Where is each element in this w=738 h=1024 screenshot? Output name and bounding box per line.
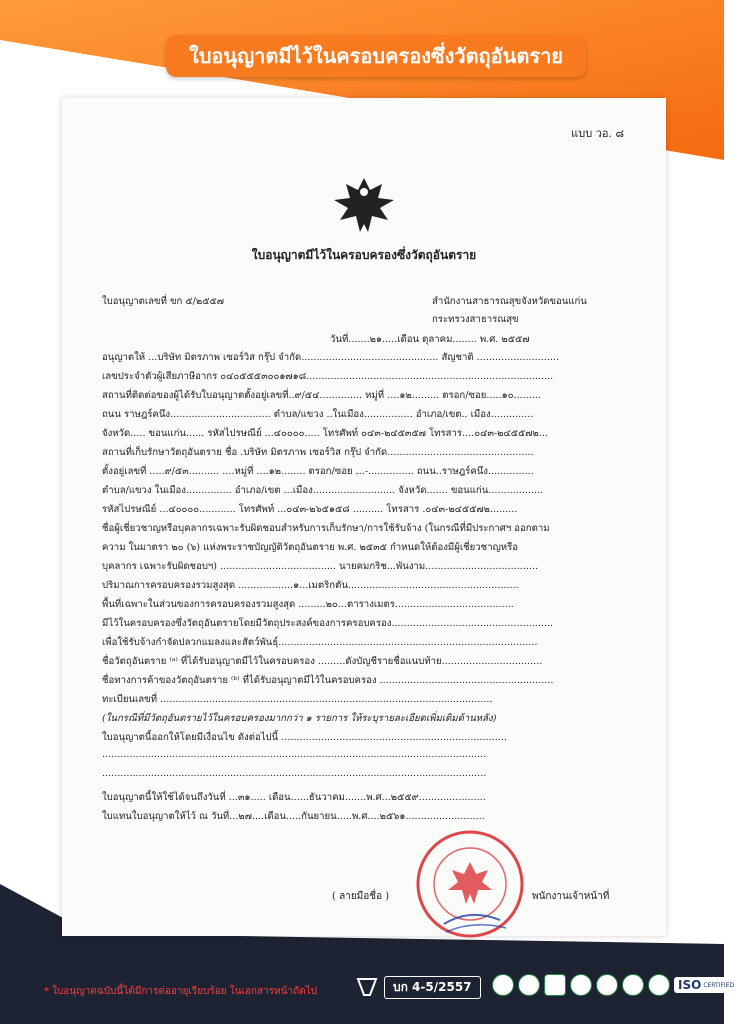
cert-5-icon: [596, 974, 618, 996]
text-line: บุคลากร เฉพาะรับผิดชอบฯ) ...................................... นายคมกริช...พันงาม.....................................: [102, 561, 539, 572]
cert-4-icon: [570, 974, 592, 996]
certification-logos: [492, 974, 738, 996]
text-line: ..............................................................................................................................: [102, 749, 487, 760]
text-line: ใบอนุญาตนี้ออกให้โดยมีเงื่อนไข ดังต่อไปนี้ ..........................................................................: [102, 732, 507, 743]
text-line: ชื่อทางการค้าของวัตถุอันตราย ⁽ᵇ⁾ ที่ได้รับอนุญาตมีไว้ในครอบครอง .........................................................: [102, 675, 554, 686]
text-line: เพื่อใช้รับจ้างกำจัดปลวกแมลงและสัตว์พันธุ์.....................................................................................: [102, 637, 538, 648]
text-line: (ในกรณีที่มีวัตถุอันตรายไว้ในครอบครองมากกว่า ๑ รายการ ให้ระบุรายละเอียดเพิ่มเติมด้านหลัง): [102, 713, 497, 724]
text-line: ใบอนุญาตนี้ให้ใช้ได้จนถึงวันที่ ...๓๑..... เดือน......ธันวาคม.......พ.ศ...๒๕๕๙......................: [102, 792, 486, 803]
page-banner-title: ใบอนุญาตมีไว้ในครอบครองซึ่งวัตถุอันตราย: [166, 35, 586, 77]
signature-label: ( ลายมือชื่อ ): [332, 891, 390, 902]
text-line: ปริมาณการครอบครองรวมสูงสุด ..................๑...เมตริกตัน........................................................: [102, 580, 519, 591]
signature-role: พนักงานเจ้าหน้าที่: [532, 891, 610, 902]
text-line: มีไว้ในครอบครองซึ่งวัตถุอันตรายโดยมีวัตถุประสงค์ของการครอบครอง.....................................................: [102, 618, 554, 629]
text-line: สถานที่ติดต่อของผู้ได้รับใบอนุญาตตั้งอยู่เลขที่..๙/๕๔.............. หมู่ที่ ....๑๒......... ตรอก/ซอย.....๑๐.........: [102, 390, 542, 401]
license-badge-text: บก 4-5/2557: [384, 976, 481, 999]
text-line: สถานที่เก็บรักษาวัตถุอันตราย ชื่อ .บริษัท มิตรภาพ เซอร์วิส กรุ๊ป จำกัด................................................: [102, 447, 534, 458]
text-line: ชื่อวัตถุอันตราย ⁽ᵃ⁾ ที่ได้รับอนุญาตมีไว้ในครอบครอง .........ดังบัญชีรายชื่อแนบท้าย.................................: [102, 656, 543, 667]
text-line: ทะเบียนเลขที่ .............................................................................................................: [102, 694, 493, 705]
license-badge: [356, 976, 481, 998]
text-line: ตำบล/แขวง ในเมือง............... อำเภอ/เขต ...เมือง........................... จังหวัด....... ขอนแก่น..................: [102, 485, 544, 496]
text-line: ..............................................................................................................................: [102, 768, 487, 779]
cert-3-icon: [544, 974, 566, 996]
document-title: ใบอนุญาตมีไว้ในครอบครองซึ่งวัตถุอันตราย: [251, 248, 477, 262]
garuda-emblem-icon: [324, 168, 404, 248]
issuing-office: สำนักงานสาธารณสุขจังหวัดขอนแก่น: [432, 296, 587, 307]
cert-6-icon: [622, 974, 644, 996]
issuing-ministry: กระทรวงสาธารณสุข: [432, 314, 519, 325]
license-document: [62, 98, 666, 936]
cert-1-icon: [492, 974, 514, 996]
text-line: ใบแทนใบอนุญาตให้ไว้ ณ วันที่...๒๗....เดือน.....กันยายน.....พ.ศ....๒๕๖๑..........................: [102, 811, 485, 822]
issue-date: วันที่.......๒๑.....เดือน ตุลาคม........ พ.ศ. ๒๕๕๗: [330, 334, 530, 345]
text-line: อนุญาตให้ ...บริษัท มิตรภาพ เซอร์วิส กรุ๊ป จำกัด............................................. สัญชาติ ...........................: [102, 352, 560, 363]
text-line: พื้นที่เฉพาะในส่วนของการครอบครองรวมสูงสุด .........๒๐...ตารางเมตร.......................................: [102, 599, 514, 610]
text-line: ตั้งอยู่เลขที่ .....๙/๕๓.......... ....หมู่ที่ ....๑๒........ ตรอก/ซอย ...-............... ถนน..ราษฎร์คนึง...............: [102, 466, 534, 477]
text-line: จังหวัด..... ขอนแก่น...... รหัสไปรษณีย์ ...๔๐๐๐๐..... โทรศัพท์ ๐๔๓-๒๔๕๓๕๗ โทรสาร....๐๔๓-๒๔๕๕๗๒...: [102, 428, 548, 439]
text-line: ความ ในมาตรา ๒๐ (๖) แห่งพระราชบัญญัติวัตถุอันตราย พ.ศ. ๒๕๓๕ กำหนดให้ต้องมีผู้เชี่ยวชาญหรือ: [102, 542, 518, 553]
iso-main-text: ISO: [678, 978, 702, 992]
official-seal-stamp-icon: [414, 828, 526, 940]
text-line: ชื่อผู้เชี่ยวชาญหรือบุคลากรเฉพาะรับผิดชอบสำหรับการเก็บรักษา/การใช้รับจ้าง (ในกรณีที่มีประกาศฯ ออกตาม: [102, 523, 550, 534]
cert-2-icon: [518, 974, 540, 996]
text-line: ถนน ราษฎร์คนึง................................. ตำบล/แขวง ..ในเมือง................ อำเภอ/เขต.. เมือง..............: [102, 409, 534, 420]
cert-7-icon: [648, 974, 670, 996]
iso-sub-text: CERTIFIED: [703, 981, 735, 989]
renewal-note: * ใบอนุญาตฉบับนี้ได้มีการต่ออายุเรียบร้อย ในเอกสารหน้าถัดไป: [44, 986, 318, 997]
text-line: เลขประจำตัวผู้เสียภาษีอากร ๐๔๐๕๕๕๓๐๐๑๗๑๘.................................................................................: [102, 371, 554, 382]
form-code: แบบ วอ. ๘: [571, 127, 624, 140]
iso-certified-badge: [674, 977, 738, 993]
license-logo-icon: [356, 977, 378, 997]
license-number: ใบอนุญาตเลขที่ ขก ๕/๒๕๕๗: [102, 296, 224, 307]
text-line: รหัสไปรษณีย์ ...๔๐๐๐๐............ โทรศัพท์ ...๐๔๓-๒๖๕๑๕๘ .......... โทรสาร .๐๔๓-๒๔๕๕๗๒.........: [102, 504, 518, 515]
